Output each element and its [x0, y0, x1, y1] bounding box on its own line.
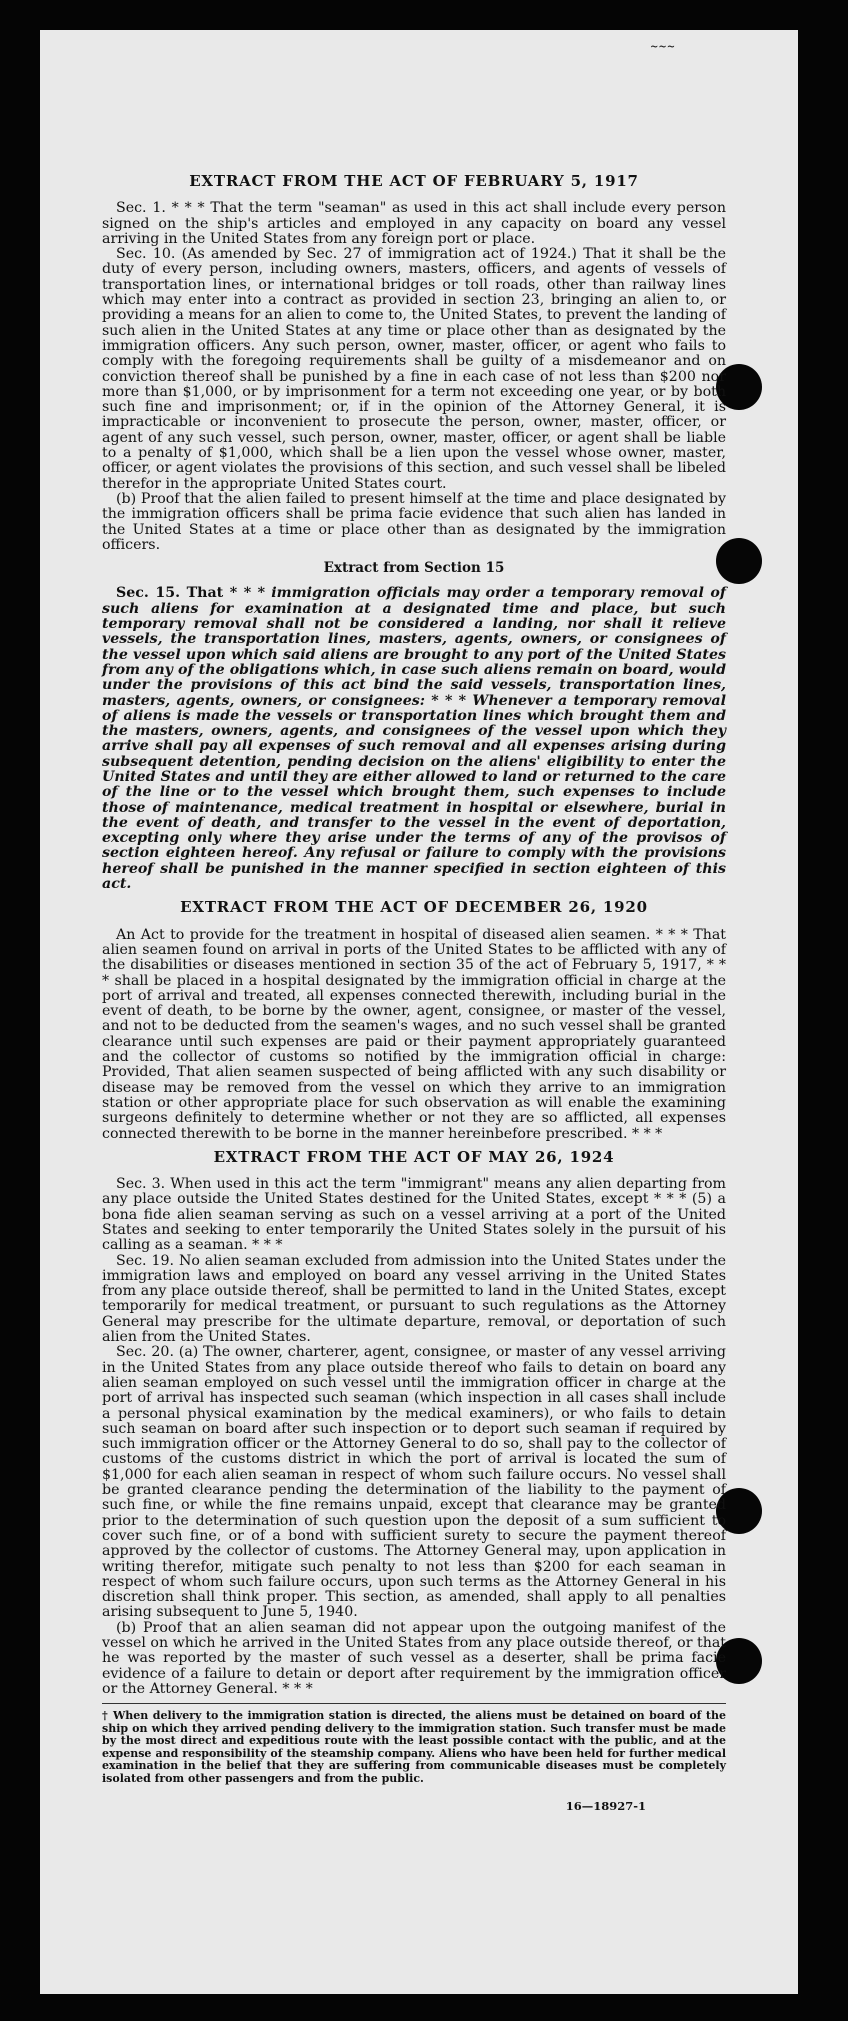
paragraph: (b) Proof that an alien seaman did not appear upon the outgoing manifest of the vessel on which he arrived in the United States from any place outside thereof, or that he was reported by the master of such vessel as a deserter, shall be prima facie evidence of a failure to detain or deport after requirement by the immigration officer or the Attorney General. * * * — [102, 1619, 726, 1697]
corner-mark: ~~~ — [650, 42, 676, 53]
paragraph: Sec. 3. When used in this act the term "immigrant" means any alien departing from any place outside the United States destined for the United States, except * * * (5) a bona fide alien seaman serving as such on a vessel arriving at a port of the United States and seeking to enter temporarily the United States solely in the pursuit of his calling as a seaman. * * * — [102, 1176, 726, 1254]
form-code: 16—18927-1 — [565, 1799, 646, 1814]
section-heading: EXTRACT FROM THE ACT OF MAY 26, 1924 — [213, 1147, 615, 1166]
section-heading: EXTRACT FROM THE ACT OF DECEMBER 26, 1920 — [180, 898, 648, 917]
document-body — [102, 166, 726, 1815]
italic-text: immigration officials may order a temporary removal of such aliens for examination at a designated time and place, but such temporary removal shall not be considered a landing, nor shall it relieve vessels, the transportation lines, masters, agents, owners, or consignees of the vessel upon which said aliens are brought to any port of the United States from any of the obligations which, in case such aliens remain on board, would under the provisions of this act bind the said vessels, transportation lines, masters, agents, owners, or consignees: * * * Whenever a temporary removal of aliens is made the vessels or transportation lines which brought them and the masters, owners, agents, and consignees of the vessel upon which they arrive shall pay all expenses of such removal and all expenses arising during subsequent detention, pending decision on the aliens' eligibility to enter the United States and until they are either allowed to land or returned to the care of the line or to the vessel which brought them, such expenses to include those of maintenance, medical treatment in hospital or elsewhere, burial in the event of death, and transfer to the vessel in the event of deportation, excepting only where they arise under the terms of any of the provisos of section eighteen hereof. Any refusal or failure to comply with the provisions hereof shall be punished in the manner specified in section eighteen of this act. — [102, 585, 726, 893]
document-page — [40, 30, 798, 1994]
footnote: † When delivery to the immigration station is directed, the aliens must be detained on board of the ship on which they arrived pending delivery to the immigration station. Such transfer must be made by the most direct and expeditious route with the least possible contact with the public, and at the expense and responsibility of the steamship company. Aliens who have been held for further medical examination in the belief that they are suffering from communicable diseases must be completely isolated from other passengers and from the public. — [102, 1703, 726, 1785]
paragraph: (b) Proof that the alien failed to present himself at the time and place designated by the immigration officers shall be prima facie evidence that such alien has landed in the United States at a time or place other than as designated by the immigration officers. — [102, 490, 726, 553]
section-heading: EXTRACT FROM THE ACT OF FEBRUARY 5, 1917 — [189, 172, 639, 190]
section-lead: Sec. 15. That * * * — [116, 585, 266, 602]
section-subheading: Extract from Section 15 — [323, 560, 505, 577]
paragraph: Sec. 1. * * * That the term "seaman" as used in this act shall include every person signed on the ship's articles and employed in any capacity on board any vessel arriving in the United States from any foreign port or place. — [102, 200, 726, 247]
paragraph: Sec. 20. (a) The owner, charterer, agent, consignee, or master of any vessel arriving in the United States from any place outside thereof who fails to detain on board any alien seaman employed on such vessel until the immigration officer in charge at the port of arrival has inspected such seaman (which inspection in all cases shall include a personal physical examination by the medical examiners), or who fails to detain such seaman on board after such inspection or to deport such seaman if required by such immigration officer or the Attorney General to do so, shall pay to the collector of customs of the customs district in which the port of arrival is located the sum of $1,000 for each alien seaman in respect of whom such failure occurs. No vessel shall be granted clearance pending the determination of the liability to the payment of such fine, or while the fine remains unpaid, except that clearance may be granted prior to the determination of such question upon the deposit of a sum sufficient to cover such fine, or of a bond with sufficient surety to secure the payment thereof approved by the collector of customs. The Attorney General may, upon application in writing therefor, mitigate such penalty to not less than $200 for each seaman in respect of whom such failure occurs, upon such terms as the Attorney General in his discretion shall think proper. This section, as amended, shall apply to all penalties arising subsequent to June 5, 1940. — [102, 1344, 726, 1621]
paragraph: Sec. 10. (As amended by Sec. 27 of immigration act of 1924.) That it shall be the duty of every person, including owners, masters, officers, and agents of vessels of transportation lines, or international bridges or toll roads, other than railway lines which may enter into a contract as provided in section 23, bringing an alien to, or providing a means for an alien to come to, the United States, to prevent the landing of such alien in the United States at any time or place other than as designated by the immigration officers. Any such person, owner, master, officer, or agent who fails to comply with the foregoing requirements shall be guilty of a misdemeanor and on conviction thereof shall be punished by a fine in each case of not less than $200 nor more than $1,000, or by imprisonment for a term not exceeding one year, or by both such fine and imprisonment; or, if in the opinion of the Attorney General, it is impracticable or inconvenient to prosecute the person, owner, master, officer, or agent of any such vessel, such person, owner, master, officer, or agent shall be liable to a penalty of $1,000, which shall be a lien upon the vessel whose owner, master, officer, or agent violates the provisions of this section, and such vessel shall be libeled therefor in the appropriate United States court. — [102, 246, 726, 492]
paragraph: Sec. 19. No alien seaman excluded from admission into the United States under the immigration laws and employed on board any vessel arriving in the United States from any place outside thereof, shall be permitted to land in the United States, except temporarily for medical treatment, or pursuant to such regulations as the Attorney General may prescribe for the ultimate departure, removal, or deportation of such alien from the United States. — [102, 1252, 726, 1346]
paragraph: An Act to provide for the treatment in hospital of diseased alien seamen. * * * That alien seamen found on arrival in ports of the United States to be afflicted with any of the disabilities or diseases mentioned in section 35 of the act of February 5, 1917, * * * shall be placed in a hospital designated by the immigration official in charge at the port of arrival and treated, all expenses connected therewith, including burial in the event of death, to be borne by the owner, agent, consignee, or master of the vessel, and not to be deducted from the seamen's wages, and no such vessel shall be granted clearance until such expenses are paid or their payment appropriately guaranteed and the collector of customs so notified by the immigration official in charge: Provided, That alien seamen suspected of being afflicted with any such disability or disease may be removed from the vessel on which they arrive to an immigration station or other appropriate place for such observation as will enable the examining surgeons definitely to determine whether or not they are so afflicted, all expenses connected therewith to be borne in the manner hereinbefore prescribed. * * * — [102, 926, 726, 1142]
paragraph — [102, 586, 726, 892]
